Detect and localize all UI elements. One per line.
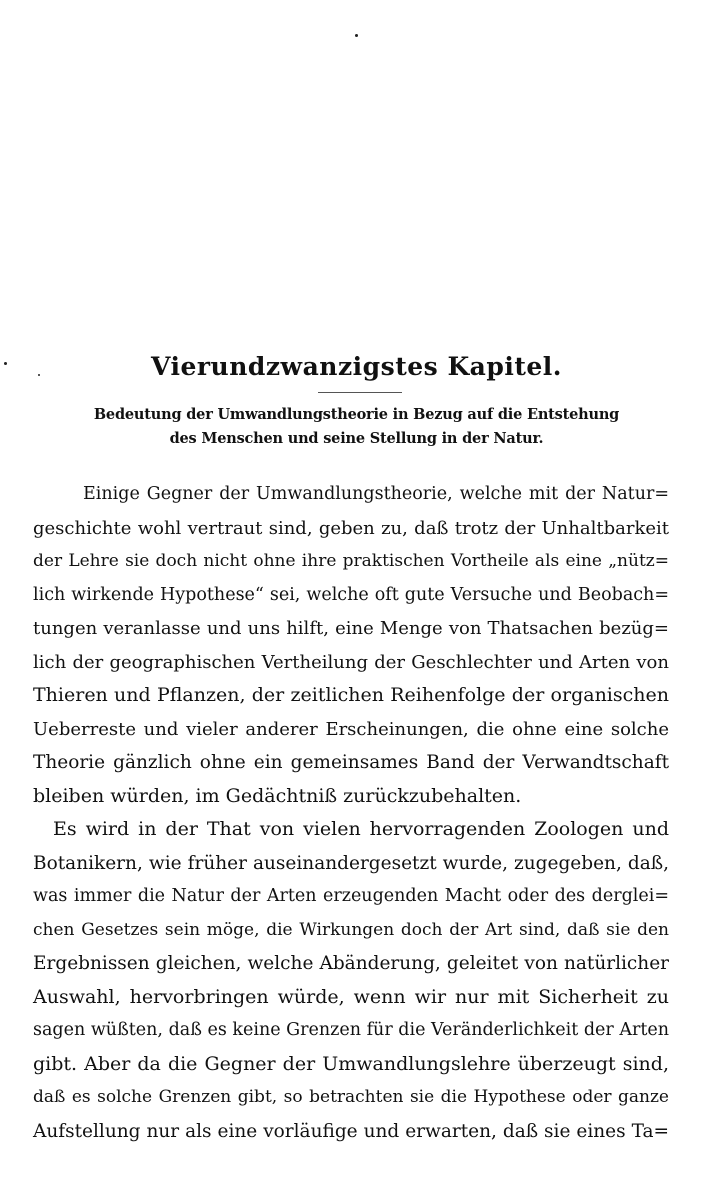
text-line: Thieren und Pflanzen, der zeitlichen Reihenfolge der organischen [33, 684, 669, 706]
paragraph-2 [33, 813, 669, 1148]
chapter-subtitle-line: des Menschen und seine Stellung in der Natur. [169, 430, 544, 447]
chapter-title: Vierundzwanzigstes Kapitel. [151, 352, 562, 381]
text-line: bleiben würden, im Gedächtniß zurückzubehalten. [33, 784, 522, 807]
text-line: Ueberreste und vieler anderer Erscheinungen, die ohne eine solche [33, 718, 669, 740]
chapter-subtitle-line: Bedeutung der Umwandlungstheorie in Bezug auf die Entstehung [93, 406, 620, 423]
text-line: der Lehre sie doch nicht ohne ihre praktischen Vortheile als eine „nütz= [33, 551, 669, 571]
text-line: tungen veranlasse und uns hilft, eine Menge von Thatsachen bezüg= [33, 618, 669, 639]
text-line: daß es solche Grenzen gibt, so betrachten sie die Hypothese oder ganze [33, 1087, 669, 1107]
text-line: Einige Gegner der Umwandlungstheorie, welche mit der Natur= [83, 484, 669, 504]
text-line: Theorie gänzlich ohne ein gemeinsames Band der Verwandtschaft [33, 752, 669, 773]
text-line: geschichte wohl vertraut sind, geben zu, daß trotz der Unhaltbarkeit [33, 517, 669, 539]
text-line: was immer die Natur der Arten erzeugenden Macht oder des derglei= [33, 886, 669, 906]
text-line: Ergebnissen gleichen, welche Abänderung, geleitet von natürlicher [33, 953, 669, 974]
text-line: Aufstellung nur als eine vorläufige und erwarten, daß sie eines Ta= [33, 1120, 669, 1142]
text-line: Auswahl, hervorbringen würde, wenn wir nur mit Sicherheit zu [33, 985, 669, 1008]
body-text [33, 478, 669, 1148]
text-line: sagen wüßten, daß es keine Grenzen für die Veränderlichkeit der Arten [33, 1020, 669, 1040]
paper-speck [355, 34, 358, 37]
text-line: chen Gesetzes sein möge, die Wirkungen doch der Art sind, daß sie den [33, 919, 669, 940]
text-line: Es wird in der That von vielen hervorragenden Zoologen und [53, 818, 669, 840]
paragraph-1 [33, 478, 669, 813]
text-line: gibt. Aber da die Gegner der Umwandlungslehre überzeugt sind, [33, 1052, 669, 1075]
title-rule [318, 392, 402, 393]
text-line: lich der geographischen Vertheilung der Geschlechter und Arten von [33, 651, 669, 673]
text-line: Botanikern, wie früher auseinandergesetzt wurde, zugegeben, daß, [33, 852, 669, 874]
text-line: lich wirkende Hypothese“ sei, welche oft gute Versuche und Beobach= [33, 584, 669, 605]
